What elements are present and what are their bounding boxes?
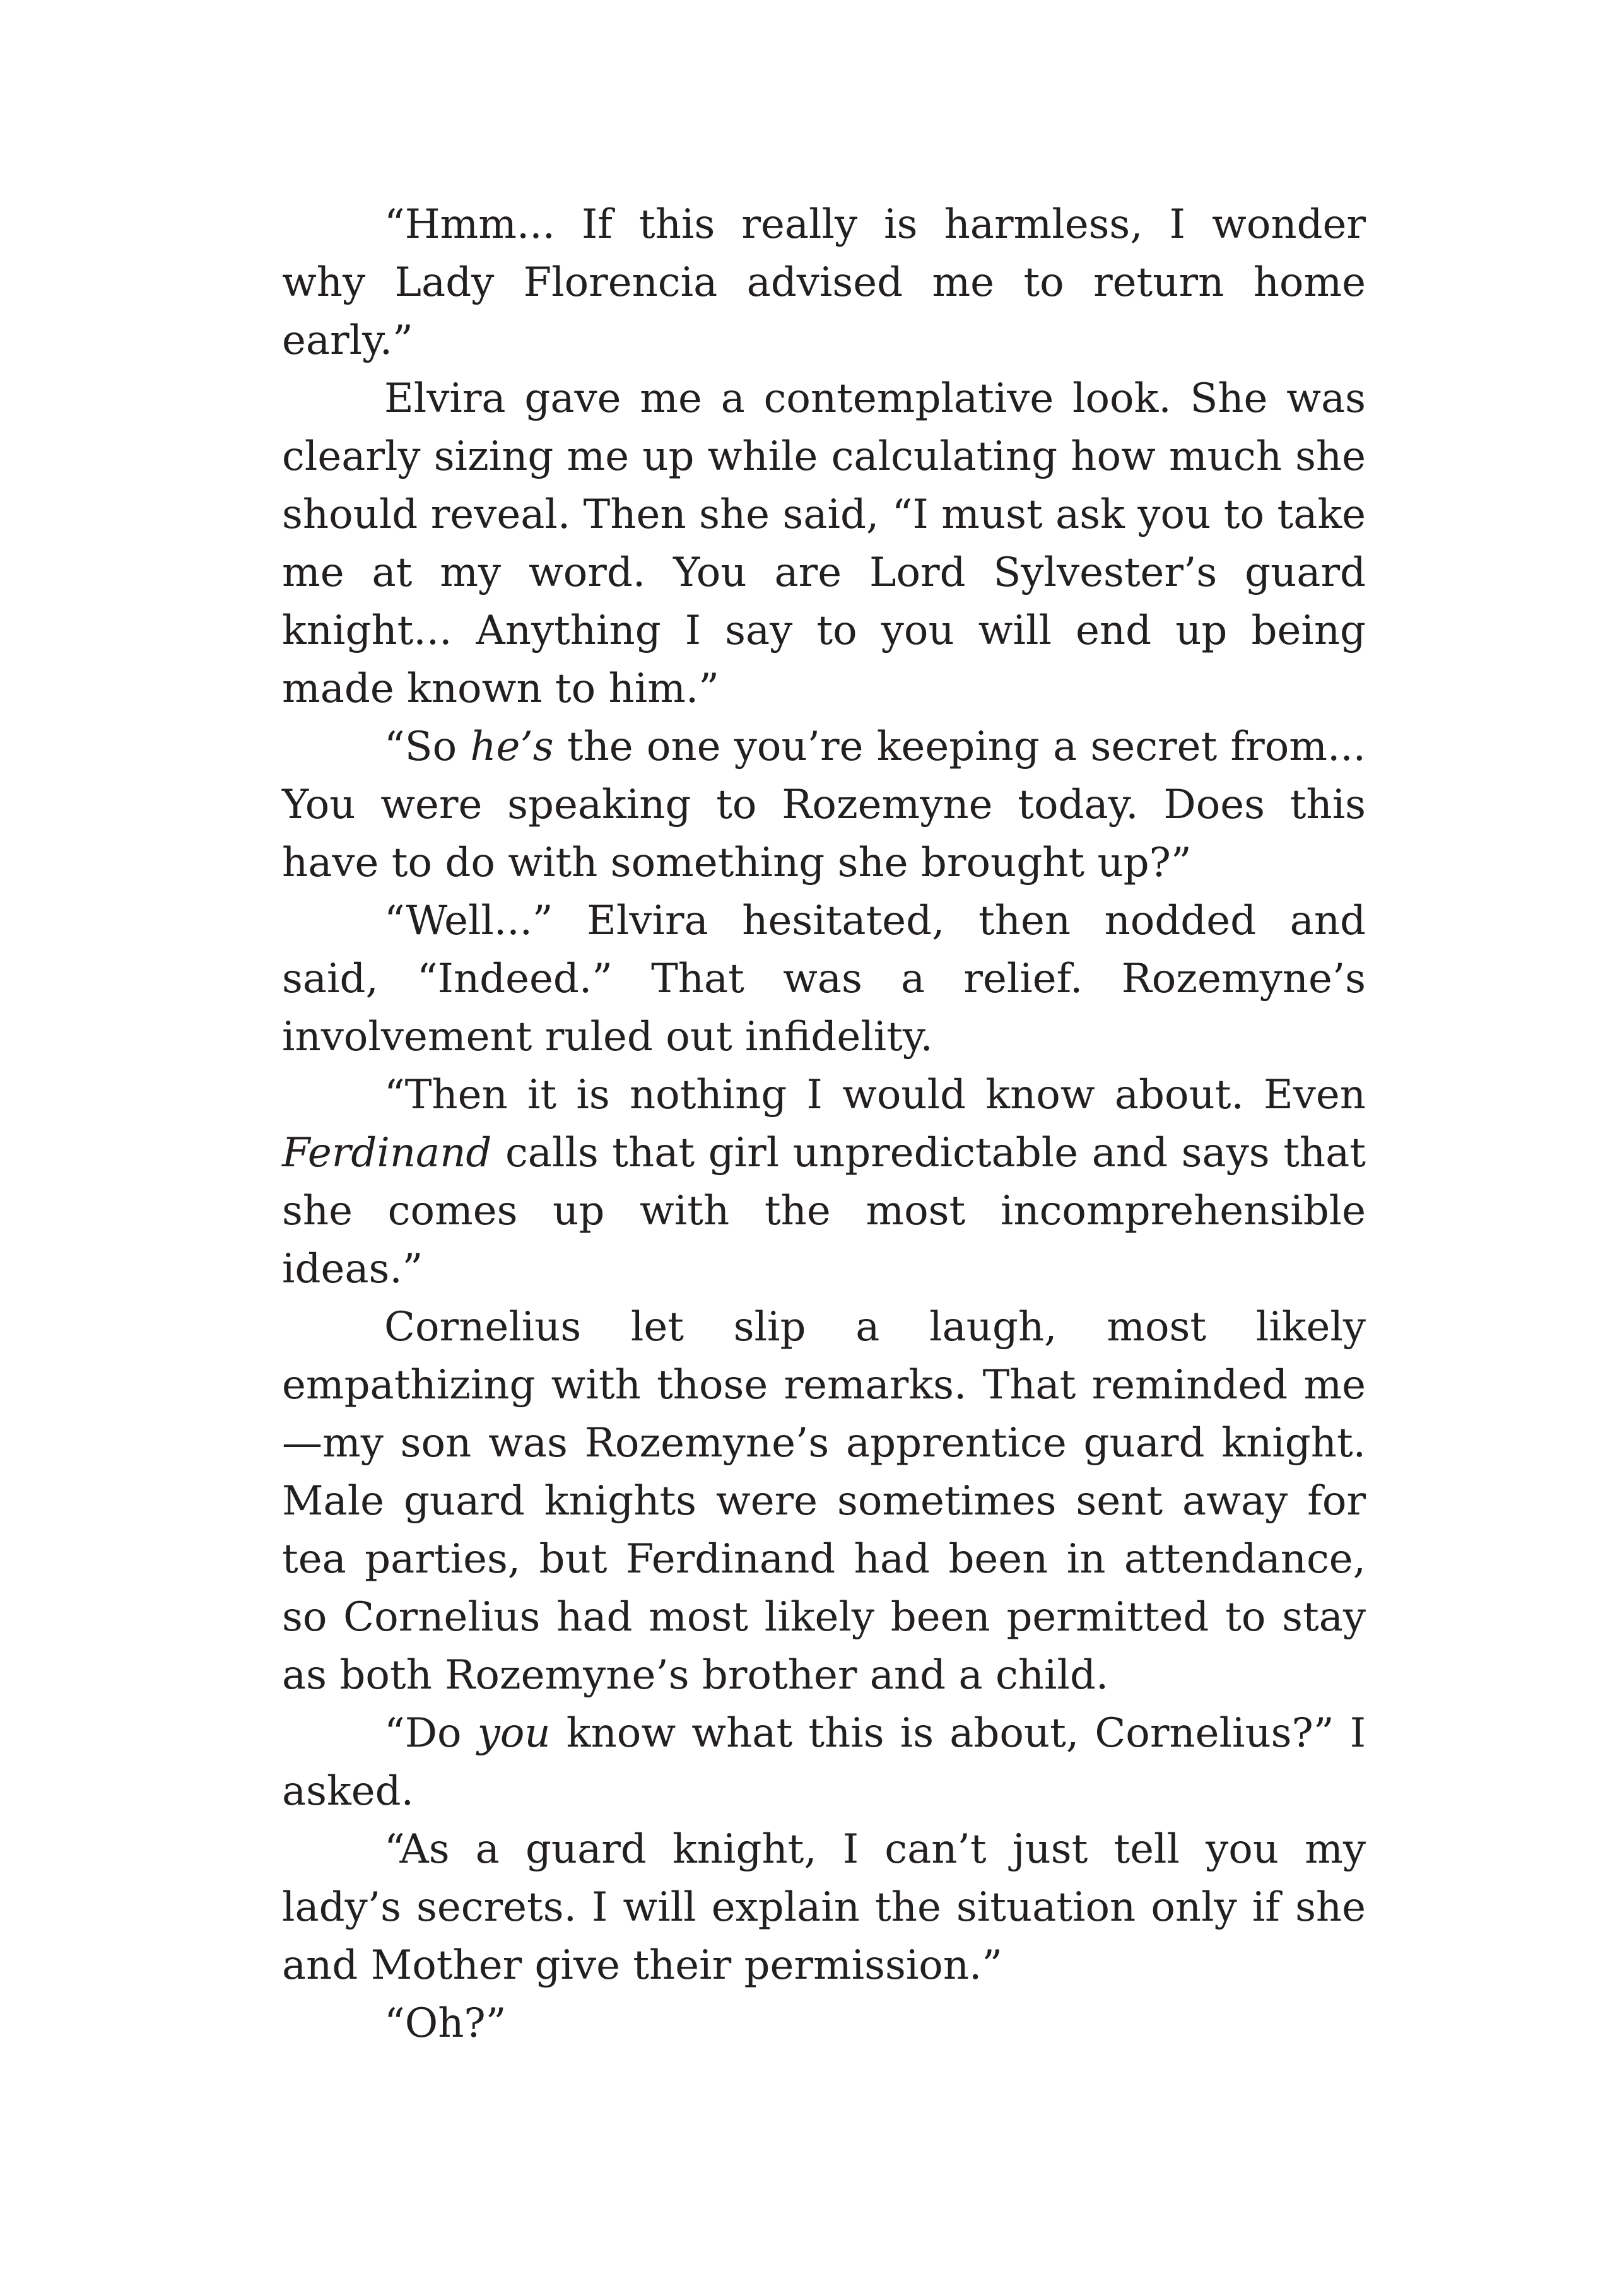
italic-text: Ferdinand [282,1130,492,1176]
text-run: Elvira gave me a contemplative look. She was clearly sizing me up while calculating how much she should reveal. Then she said, “I must ask you to take me at my word. You are Lord Sylvester’s guard knight... Anything I say to you will end up being made known to him.” [282,375,1366,712]
paragraph [282,1066,1366,1298]
paragraph [282,892,1366,1066]
paragraph [282,1820,1366,1994]
paragraph [282,1994,1366,2053]
paragraph [282,196,1366,370]
text-run: “Hmm... If this really is harmless, I wonder why Lady Florencia advised me to return home early.” [282,201,1366,364]
text-run: the one you’re keeping a secret from... You were speaking to Rozemyne today. Does this have to do with something she brought up?” [282,723,1366,886]
text-run: “Then it is nothing I would know about. Even [384,1072,1366,1118]
page-body [282,196,1366,2053]
text-run: “So [384,723,471,770]
text-run: “Well...” Elvira hesitated, then nodded and said, “Indeed.” That was a relief. Rozemyne’s involvement ruled out infidelity. [282,898,1366,1060]
text-run: know what this is about, Cornelius?” I asked. [282,1710,1366,1815]
paragraph [282,1704,1366,1820]
text-run: “Do [384,1710,478,1757]
text-run: “As a guard knight, I can’t just tell you my lady’s secrets. I will explain the situation only if she and Mother give their permission.” [282,1826,1366,1989]
italic-text: he’s [470,723,554,770]
text-run: calls that girl unpredictable and says that she comes up with the most incomprehensible ideas.” [282,1130,1366,1292]
italic-text: you [477,1710,551,1757]
paragraph [282,370,1366,718]
text-run: Cornelius let slip a laugh, most likely empathizing with those remarks. That reminded me—my son was Rozemyne’s apprentice guard knight. Male guard knights were sometimes sent away for tea parties, but Ferdinand had been in attendance, so Cornelius had most likely been permitted to stay as both Rozemyne’s brother and a child. [282,1304,1366,1699]
paragraph [282,1298,1366,1704]
paragraph [282,718,1366,892]
text-run: “Oh?” [384,2000,507,2047]
